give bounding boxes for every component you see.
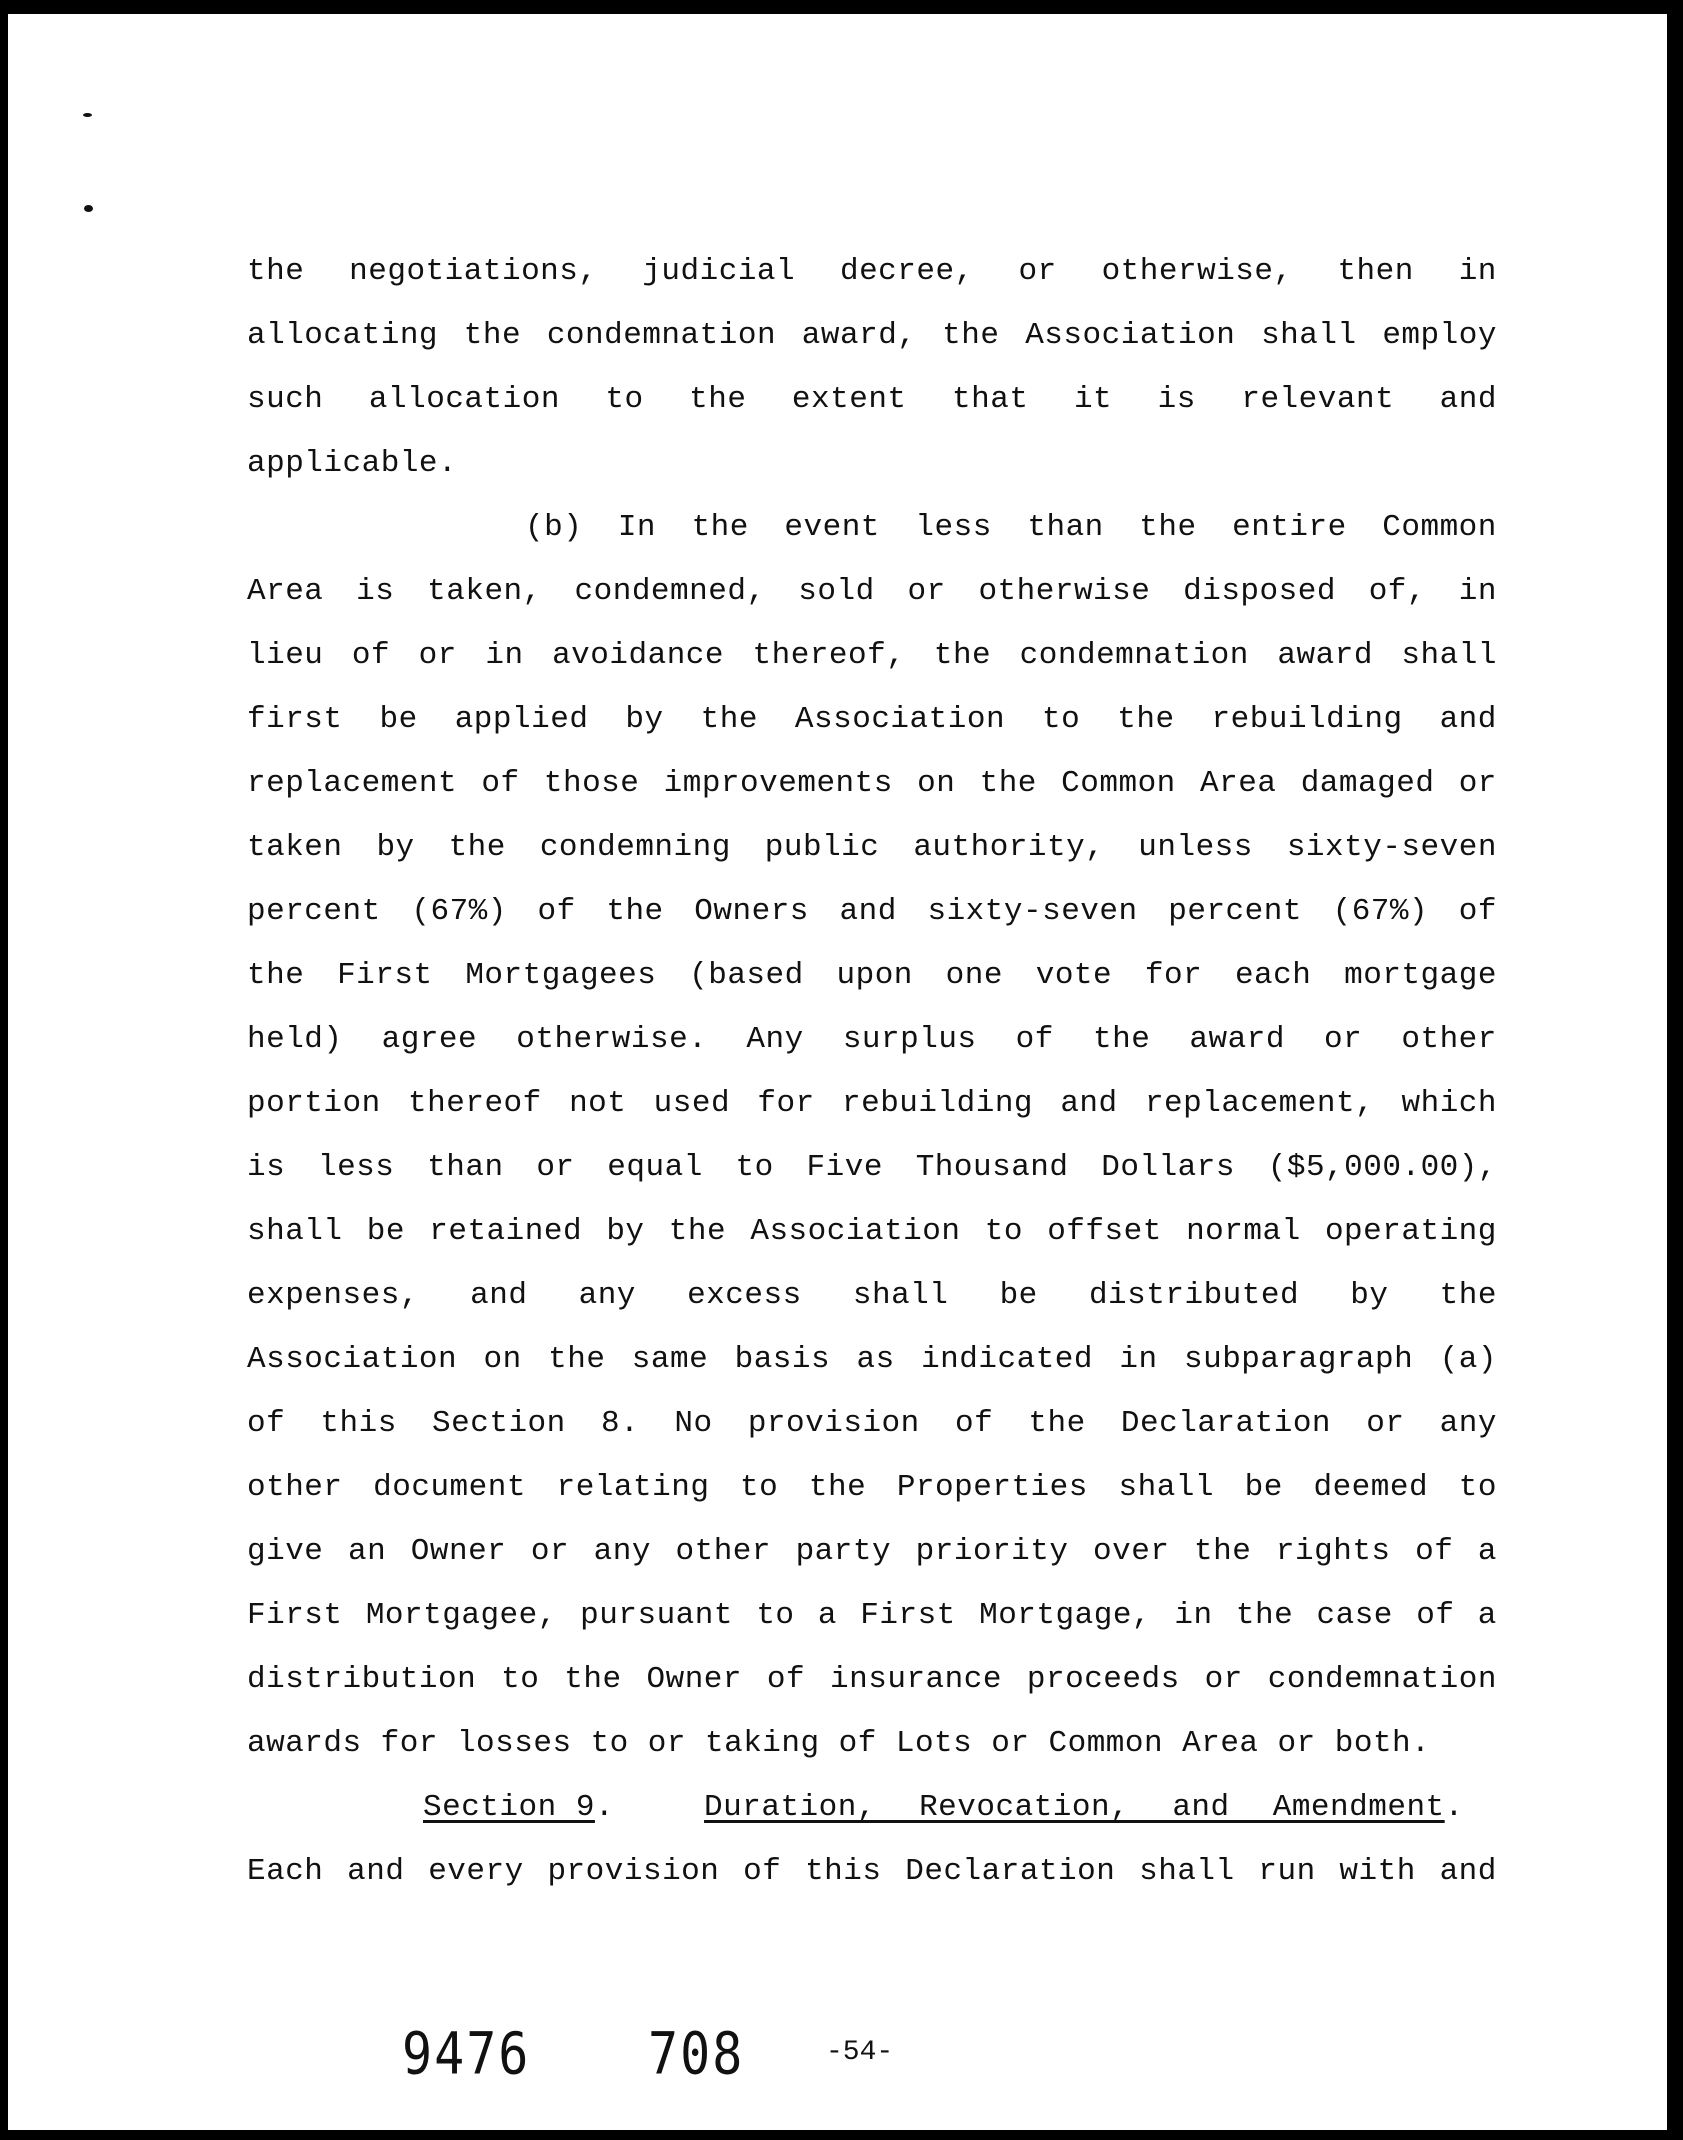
word: or — [530, 1534, 570, 1569]
word: First — [247, 1598, 343, 1633]
word: each — [1234, 958, 1312, 993]
word: replacement — [247, 766, 458, 801]
paragraph-b-line — [247, 1328, 1497, 1392]
word: in — [485, 638, 524, 673]
word: Mortgage, — [979, 1598, 1152, 1633]
word: Area — [1200, 766, 1277, 801]
word: and — [1060, 1086, 1118, 1121]
word: award, — [801, 318, 917, 353]
word: the — [548, 1342, 606, 1377]
word: by — [376, 830, 415, 865]
word: distributed — [1088, 1278, 1300, 1313]
page-reference: 708 — [648, 2020, 745, 2088]
word: of — [537, 894, 576, 929]
word: First — [337, 958, 433, 993]
word: any — [593, 1534, 651, 1569]
word: the — [1028, 1406, 1086, 1441]
word: allocation — [368, 382, 560, 417]
word: priority — [915, 1534, 1069, 1569]
word: or — [1018, 254, 1057, 289]
word: condemnation — [1019, 638, 1249, 673]
scan-speck — [83, 113, 92, 117]
word: or — [1458, 766, 1497, 801]
word: Owner — [410, 1534, 507, 1569]
word: portion — [247, 1086, 381, 1121]
word: taking — [705, 1726, 820, 1761]
word: in — [1119, 1342, 1158, 1377]
word: for — [757, 1086, 815, 1121]
word: Thousand — [915, 1150, 1069, 1185]
scan-edge-top — [0, 0, 1683, 14]
word: to — [1042, 702, 1081, 737]
word: first — [247, 702, 343, 737]
paragraph-a-line — [247, 240, 1497, 304]
word: for — [380, 1726, 438, 1761]
word: Association — [1025, 318, 1236, 353]
word: by — [606, 1214, 645, 1249]
word: Lots — [895, 1726, 973, 1761]
word: the — [668, 1214, 727, 1249]
word: of — [838, 1726, 877, 1761]
word: the — [463, 318, 522, 353]
word: shall — [852, 1278, 949, 1313]
word: rebuilding — [1211, 702, 1403, 737]
word: of, — [1368, 574, 1427, 609]
word: pursuant — [580, 1598, 733, 1633]
word: negotiations, — [349, 254, 598, 289]
word: the — [691, 510, 749, 545]
word: a — [817, 1598, 837, 1633]
paragraph-b-line — [247, 1712, 1497, 1776]
word: of — [481, 766, 520, 801]
word: or — [907, 574, 946, 609]
word: be — [999, 1278, 1038, 1313]
word: losses — [456, 1726, 572, 1761]
word: condemned, — [574, 574, 766, 609]
paragraph-b-line — [247, 1392, 1497, 1456]
word: the — [942, 318, 1000, 353]
paragraph-b-line — [247, 1136, 1497, 1200]
word: unless — [1138, 830, 1253, 865]
word: Properties — [896, 1470, 1088, 1505]
word: as — [856, 1342, 895, 1377]
word: retained — [429, 1214, 583, 1249]
word: and — [347, 1854, 405, 1889]
word: over — [1093, 1534, 1170, 1569]
word: sixty-seven — [927, 894, 1138, 929]
word: to — [1458, 1470, 1497, 1505]
word: Declaration — [905, 1854, 1116, 1889]
word: entire — [1232, 510, 1347, 545]
word: the — [933, 638, 992, 673]
word: upon — [836, 958, 913, 993]
word: No — [674, 1406, 713, 1441]
word: than — [427, 1150, 504, 1185]
word: condemnation — [1267, 1662, 1497, 1697]
section-label: Section 9 — [423, 1790, 595, 1825]
word: taken — [247, 830, 343, 865]
section-9-line — [247, 1840, 1497, 1904]
word: proceeds — [1026, 1662, 1180, 1697]
word: of — [1416, 1598, 1455, 1633]
word: relevant — [1241, 382, 1395, 417]
word: Area — [1182, 1726, 1259, 1761]
word: Association — [750, 1214, 961, 1249]
word: Section — [432, 1406, 566, 1441]
word: than — [1027, 510, 1104, 545]
word: the — [979, 766, 1037, 801]
word: this — [320, 1406, 397, 1441]
scan-edge-left — [0, 0, 8, 2140]
word: in — [1458, 254, 1497, 289]
word: other — [1401, 1022, 1497, 1057]
word: rebuilding — [842, 1086, 1034, 1121]
word: other — [675, 1534, 772, 1569]
word: condemning — [539, 830, 731, 865]
word: of — [1458, 894, 1497, 929]
word: disposed — [1183, 574, 1336, 609]
word: Dollars — [1101, 1150, 1235, 1185]
word: then — [1337, 254, 1414, 289]
word: those — [543, 766, 640, 801]
word: case — [1316, 1598, 1393, 1633]
word: public — [764, 830, 880, 865]
word: for — [1144, 958, 1203, 993]
word: (67%) — [411, 894, 507, 929]
word: shall — [1139, 1854, 1235, 1889]
scan-edge-right — [1667, 0, 1683, 2140]
word: Five — [806, 1150, 883, 1185]
paragraph-b-line — [247, 496, 1497, 560]
section-title-period: . — [1444, 1790, 1464, 1825]
word: Owner — [646, 1662, 743, 1697]
word: same — [631, 1342, 709, 1377]
word: the — [247, 958, 305, 993]
word: Any — [746, 1022, 804, 1057]
book-number: 9476 — [402, 2020, 531, 2088]
word: less — [915, 510, 992, 545]
word: thereof, — [752, 638, 906, 673]
word: by — [1350, 1278, 1389, 1313]
word: less — [317, 1150, 395, 1185]
word: one — [945, 958, 1003, 993]
word: Association — [247, 1342, 458, 1377]
word: not — [569, 1086, 627, 1121]
word: that — [952, 382, 1029, 417]
word: thereof — [408, 1086, 542, 1121]
paragraph-a-line — [247, 368, 1497, 432]
word: both. — [1334, 1726, 1431, 1761]
word: basis — [734, 1342, 831, 1377]
word: First — [860, 1598, 956, 1633]
word: condemnation — [546, 318, 777, 353]
word: avoidance — [552, 638, 725, 673]
paragraph-b-line — [247, 1264, 1497, 1328]
word: is — [247, 1150, 286, 1185]
word: shall — [1401, 638, 1497, 673]
paragraph-b-line — [247, 944, 1497, 1008]
word: indicated — [921, 1342, 1094, 1377]
word: award — [1277, 638, 1373, 673]
paragraph-b-line — [247, 624, 1497, 688]
word: to — [501, 1662, 540, 1697]
word: of — [351, 638, 391, 673]
word: with — [1339, 1854, 1416, 1889]
word: and — [1439, 1854, 1497, 1889]
word: Mortgagees — [465, 958, 657, 993]
word: the — [808, 1470, 867, 1505]
word: provision — [747, 1406, 920, 1441]
word: of — [954, 1406, 994, 1441]
word: document — [373, 1470, 526, 1505]
word: improvements — [663, 766, 893, 801]
word: shall — [1261, 318, 1357, 353]
word: normal — [1186, 1214, 1301, 1249]
word: run — [1258, 1854, 1316, 1889]
paragraph-b-line — [247, 1008, 1497, 1072]
word: or — [418, 638, 457, 673]
paragraph-b-line — [247, 688, 1497, 752]
word: Mortgagee, — [365, 1598, 557, 1633]
word: (67%) — [1332, 894, 1429, 929]
word: (a) — [1439, 1342, 1497, 1377]
word: the — [1439, 1278, 1497, 1313]
word: applicable. — [247, 446, 458, 481]
word: expenses, — [247, 1278, 419, 1313]
word: the — [1194, 1534, 1252, 1569]
word: any — [578, 1278, 636, 1313]
word: such — [247, 382, 324, 417]
word: applied — [454, 702, 589, 737]
word: or — [991, 1726, 1030, 1761]
word: to — [735, 1150, 774, 1185]
word: employ — [1382, 318, 1497, 353]
word: to — [605, 382, 644, 417]
word: by — [625, 702, 664, 737]
word: held) — [247, 1022, 343, 1057]
word: judicial — [642, 254, 796, 289]
word: replacement, — [1144, 1086, 1375, 1121]
word: (based — [689, 958, 804, 993]
word: which — [1401, 1086, 1497, 1121]
word: percent — [1168, 894, 1302, 929]
word: the — [700, 702, 758, 737]
paragraph-a-line — [247, 304, 1497, 368]
word: an — [347, 1534, 387, 1569]
paragraph-a-line — [247, 432, 1497, 496]
word: in — [1174, 1598, 1213, 1633]
word: party — [795, 1534, 892, 1569]
page-number: -54- — [826, 2037, 894, 2068]
paragraph-b-line — [247, 816, 1497, 880]
word: subparagraph — [1183, 1342, 1414, 1377]
paragraph-b-line — [247, 1200, 1497, 1264]
word: to — [740, 1470, 779, 1505]
word: and — [839, 894, 897, 929]
word: a — [1477, 1598, 1497, 1633]
word: In — [617, 510, 657, 545]
word: and — [1439, 382, 1497, 417]
word: Owners — [694, 894, 809, 929]
word: of — [247, 1406, 286, 1441]
word: Declaration — [1120, 1406, 1332, 1441]
word: allocating — [247, 318, 439, 353]
word: decree, — [839, 254, 974, 289]
word: rights — [1275, 1534, 1391, 1569]
word: sold — [798, 574, 875, 609]
word: the — [689, 382, 747, 417]
word: to — [590, 1726, 629, 1761]
word: operating — [1324, 1214, 1497, 1249]
word: to — [756, 1598, 795, 1633]
section-label-period: . — [594, 1790, 615, 1825]
word: or — [1204, 1662, 1243, 1697]
word: on — [917, 766, 956, 801]
word: equal — [607, 1150, 703, 1185]
word: is — [1157, 382, 1196, 417]
word: it — [1073, 382, 1113, 417]
word: or — [1277, 1726, 1316, 1761]
word: the — [1235, 1598, 1294, 1633]
word: to — [984, 1214, 1023, 1249]
word: of — [1415, 1534, 1454, 1569]
word: authority, — [913, 830, 1105, 865]
word: ($5,000.00), — [1267, 1150, 1497, 1185]
paragraph-b-line — [247, 1520, 1497, 1584]
word: Common — [1048, 1726, 1164, 1761]
word: the — [1092, 1022, 1151, 1057]
word: the — [247, 254, 305, 289]
paragraph-b-line — [247, 560, 1497, 624]
word: insurance — [830, 1662, 1002, 1697]
word: award — [1189, 1022, 1285, 1057]
word: be — [1244, 1470, 1283, 1505]
word: the — [564, 1662, 622, 1697]
word: deemed — [1313, 1470, 1429, 1505]
word: (b) — [525, 510, 583, 545]
section-title: Duration, Revocation, and Amendment — [704, 1790, 1445, 1825]
word: taken, — [427, 574, 542, 609]
word: Common — [1382, 510, 1497, 545]
word: sixty-seven — [1286, 830, 1497, 865]
word: or — [1324, 1022, 1363, 1057]
word: a — [1477, 1534, 1497, 1569]
word: mortgage — [1344, 958, 1497, 993]
word: any — [1439, 1406, 1497, 1441]
word: and — [1439, 702, 1497, 737]
page-footer — [0, 2020, 1683, 2105]
word: 8. — [600, 1406, 640, 1441]
scan-edge-bottom — [0, 2130, 1683, 2140]
word: excess — [687, 1278, 802, 1313]
word: is — [356, 574, 395, 609]
word: the — [1139, 510, 1197, 545]
word: Association — [794, 702, 1006, 737]
section-heading — [247, 1776, 1497, 1840]
scan-speck — [84, 205, 93, 212]
word: Area — [247, 574, 324, 609]
paragraph-b-line — [247, 1648, 1497, 1712]
paragraph-b-line — [247, 752, 1497, 816]
word: shall — [1118, 1470, 1214, 1505]
word: extent — [791, 382, 907, 417]
word: be — [366, 1214, 405, 1249]
word: surplus — [842, 1022, 977, 1057]
word: otherwise — [978, 574, 1151, 609]
word: of — [743, 1854, 782, 1889]
word: Each — [247, 1854, 324, 1889]
word: in — [1458, 574, 1497, 609]
word: give — [247, 1534, 324, 1569]
word: be — [379, 702, 418, 737]
word: percent — [247, 894, 381, 929]
word: relating — [556, 1470, 710, 1505]
document-body — [247, 240, 1497, 1904]
paragraph-b-line — [247, 1456, 1497, 1520]
word: other — [247, 1470, 343, 1505]
word: the — [448, 830, 506, 865]
word: this — [805, 1854, 882, 1889]
paragraph-b-line — [247, 880, 1497, 944]
word: every — [428, 1854, 524, 1889]
word: awards — [247, 1726, 362, 1761]
word: otherwise. — [516, 1022, 708, 1057]
word: lieu — [247, 638, 324, 673]
word: distribution — [247, 1662, 477, 1697]
word: agree — [381, 1022, 478, 1057]
word: the — [1117, 702, 1175, 737]
word: event — [784, 510, 880, 545]
word: or — [647, 1726, 686, 1761]
word: vote — [1035, 958, 1113, 993]
paragraph-b-line — [247, 1072, 1497, 1136]
word: on — [483, 1342, 522, 1377]
word: of — [1015, 1022, 1054, 1057]
word: or — [1366, 1406, 1405, 1441]
word: of — [766, 1662, 806, 1697]
paragraph-b-line — [247, 1584, 1497, 1648]
word: or — [536, 1150, 575, 1185]
word: the — [606, 894, 664, 929]
word: used — [653, 1086, 731, 1121]
word: otherwise, — [1101, 254, 1293, 289]
word: offset — [1047, 1214, 1162, 1249]
word: damaged — [1300, 766, 1435, 801]
word: shall — [247, 1214, 343, 1249]
word: Common — [1061, 766, 1176, 801]
word: and — [470, 1278, 528, 1313]
word: provision — [547, 1854, 720, 1889]
